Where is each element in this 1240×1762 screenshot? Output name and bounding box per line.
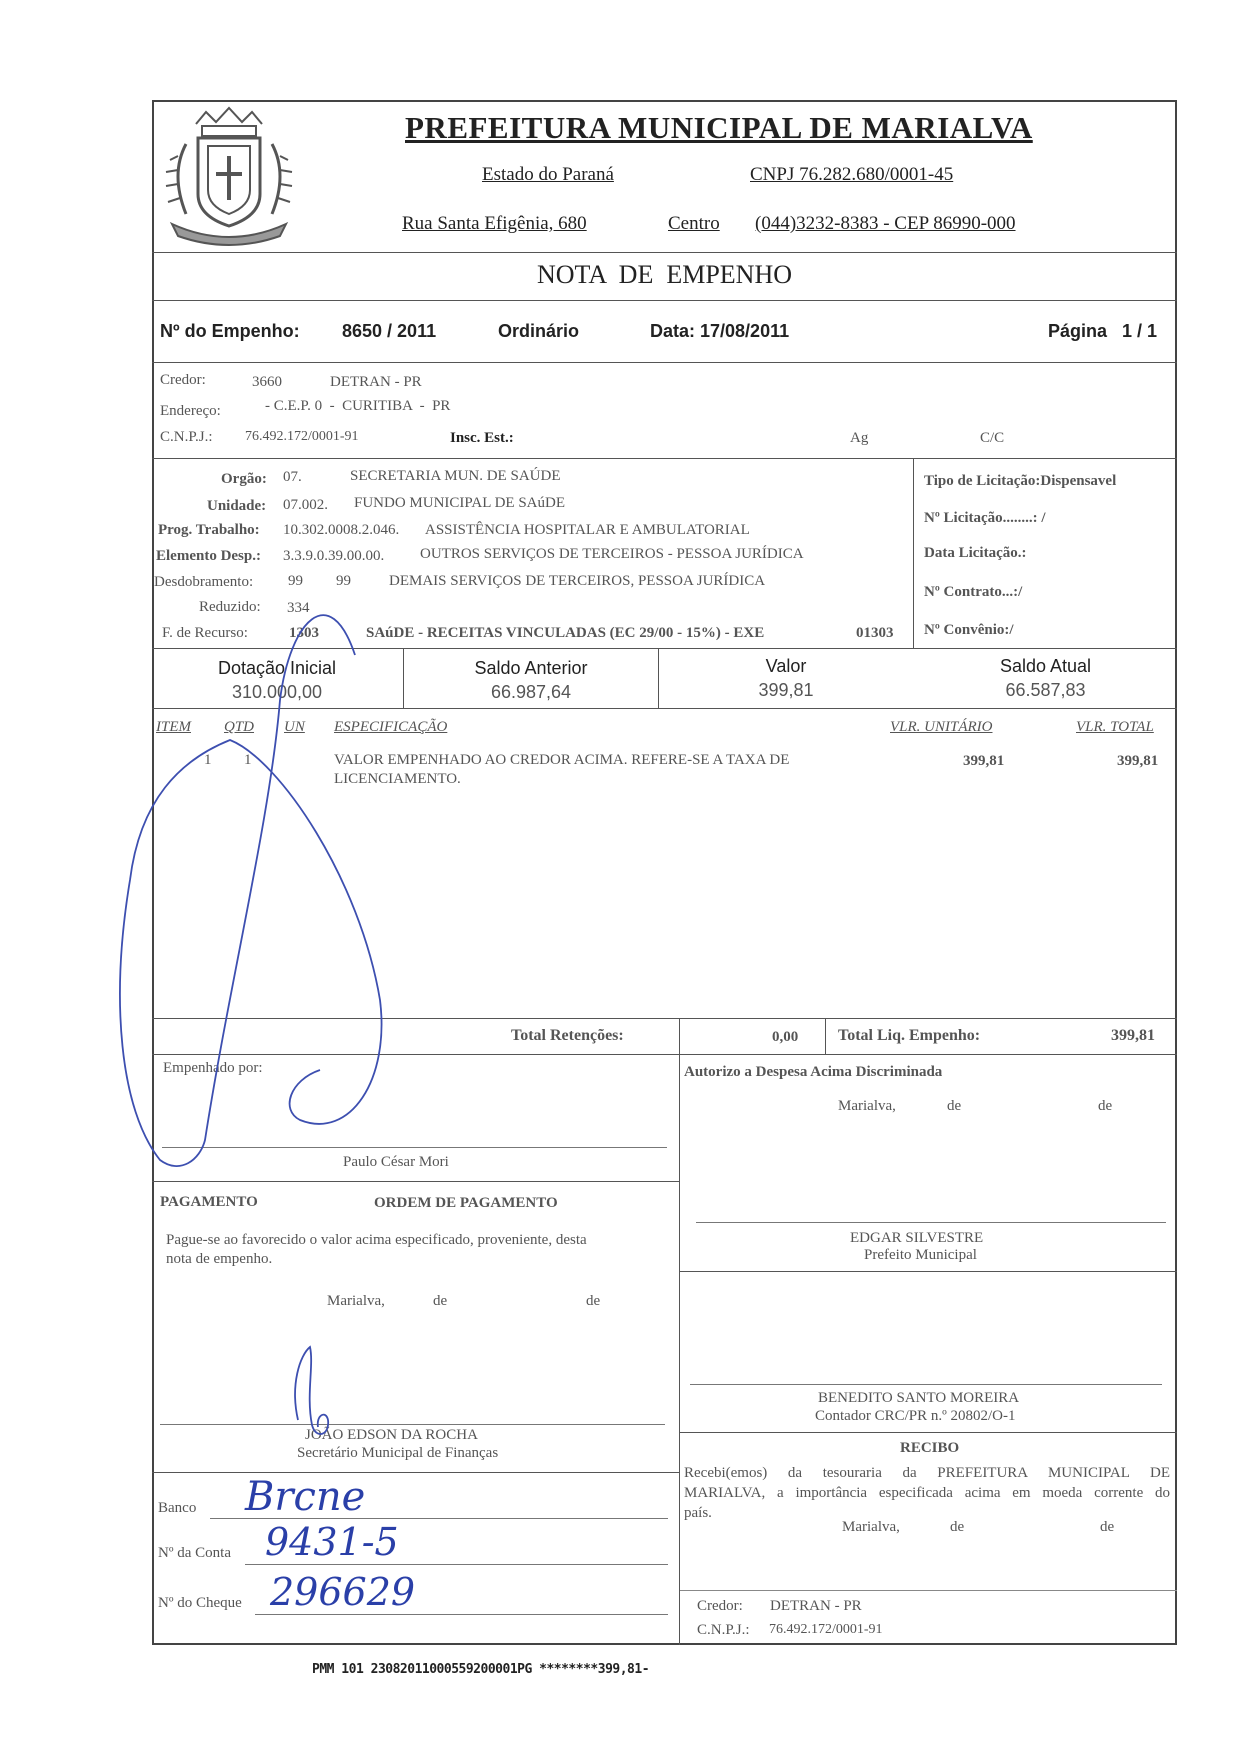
recibo-text-2: MARIALVA, a importância especificada acima em moeda corrente do	[684, 1485, 1170, 1501]
orgao-name: SECRETARIA MUN. DE SAÚDE	[350, 468, 561, 484]
credor-cnpj-label: C.N.P.J.:	[160, 429, 213, 445]
recibo-label: RECIBO	[900, 1440, 960, 1456]
contador-name: BENEDITO SANTO MOREIRA	[818, 1390, 1020, 1406]
recibo-credor-label: Credor:	[697, 1598, 743, 1614]
elemento-name: OUTROS SERVIÇOS DE TERCEIROS - PESSOA JURÍDICA	[420, 546, 804, 562]
street-address: Rua Santa Efigênia, 680	[402, 213, 587, 234]
autorizo-label: Autorizo a Despesa Acima Discriminada	[684, 1064, 943, 1080]
dotacao-inicial-label: Dotação Inicial	[217, 658, 337, 678]
recibo-text-3: país.	[684, 1505, 712, 1521]
item-qtd: 1	[244, 752, 252, 768]
autorizo-place: Marialva,	[838, 1098, 896, 1114]
recibo-cnpj-label: C.N.P.J.:	[697, 1622, 750, 1638]
banco-value: Brcne	[245, 1474, 366, 1520]
empenho-label: Nº do Empenho:	[160, 321, 300, 341]
fonte-name: SAúDE - RECEITAS VINCULADAS (EC 29/00 - 15%) - EXE	[366, 625, 765, 641]
banco-label: Banco	[158, 1500, 197, 1516]
licitacao-tipo: Tipo de Licitação:Dispensavel	[924, 473, 1117, 489]
contador-role: Contador CRC/PR n.º 20802/O-1	[815, 1408, 1016, 1424]
saldo-atual-value: 66.587,83	[1005, 680, 1086, 700]
item-total-value: 399,81	[1117, 753, 1159, 769]
saldo-anterior-label: Saldo Anterior	[474, 658, 588, 678]
autorizo-de-1: de	[947, 1098, 962, 1114]
secretario-role: Secretário Municipal de Finanças	[297, 1445, 499, 1461]
total-liq-label: Total Liq. Empenho:	[838, 1027, 981, 1044]
col-especificacao: ESPECIFICAÇÃO	[334, 719, 448, 735]
municipality-title: PREFEITURA MUNICIPAL DE MARIALVA	[405, 110, 1033, 145]
cc-label: C/C	[980, 430, 1005, 446]
item-unit-value: 399,81	[963, 753, 1005, 769]
recibo-de-2: de	[1100, 1519, 1115, 1535]
desdobramento-code-2: 99	[336, 573, 351, 589]
empenho-number: 8650 / 2011	[342, 321, 437, 341]
pagamento-text-2: nota de empenho.	[166, 1251, 273, 1267]
total-retencoes-value: 0,00	[772, 1029, 799, 1045]
secretario-name: JOÃO EDSON DA ROCHA	[305, 1427, 478, 1443]
prog-label: Prog. Trabalho:	[158, 522, 260, 538]
licitacao-data: Data Licitação.:	[924, 545, 1027, 561]
ordem-pagamento-label: ORDEM DE PAGAMENTO	[374, 1195, 558, 1211]
desdobramento-label: Desdobramento:	[154, 574, 254, 590]
document-title: NOTA DE EMPENHO	[536, 260, 793, 289]
unidade-name: FUNDO MUNICIPAL DE SAúDE	[354, 495, 565, 511]
reduzido-value: 334	[287, 600, 310, 616]
valor-label: Valor	[765, 656, 807, 676]
recibo-place: Marialva,	[842, 1519, 900, 1535]
empenho-date: Data: 17/08/2011	[650, 321, 790, 341]
item-spec-line-2: LICENCIAMENTO.	[334, 771, 461, 787]
col-un: UN	[284, 719, 305, 735]
prefeito-name: EDGAR SILVESTRE	[850, 1230, 984, 1246]
licitacao-numero: Nº Licitação........: /	[924, 510, 1046, 526]
signature-secretario	[280, 1335, 360, 1445]
saldo-anterior-value: 66.987,64	[490, 682, 572, 702]
credor-address: - C.E.P. 0 - CURITIBA - PR	[265, 398, 451, 414]
cheque-value: 296629	[270, 1570, 416, 1614]
empenhado-por-label: Empenhado por:	[163, 1060, 263, 1076]
phone-cep: (044)3232-8383 - CEP 86990-000	[755, 213, 1016, 234]
desdobramento-name: DEMAIS SERVIÇOS DE TERCEIROS, PESSOA JURÍDICA	[389, 573, 766, 589]
cheque-label: Nº do Cheque	[158, 1595, 242, 1611]
recibo-de-1: de	[950, 1519, 965, 1535]
convenio-number: Nº Convênio:/	[924, 622, 1014, 638]
pagamento-text-1: Pague-se ao favorecido o valor acima especificado, proveniente, desta	[166, 1232, 587, 1248]
desdobramento-code-1: 99	[288, 573, 303, 589]
unidade-label: Unidade:	[207, 498, 267, 514]
prog-name: ASSISTÊNCIA HOSPITALAR E AMBULATORIAL	[425, 522, 750, 538]
recibo-text-1: Recebi(emos) da tesouraria da PREFEITURA MUNICIPAL DE	[684, 1465, 1170, 1481]
empenhado-por-name: Paulo César Mori	[343, 1154, 449, 1170]
pagamento-place: Marialva,	[327, 1293, 385, 1309]
page-number: Página 1 / 1	[1048, 321, 1158, 341]
pagamento-label: PAGAMENTO	[160, 1194, 258, 1210]
dotacao-inicial-value: 310.000,00	[231, 682, 323, 702]
insc-est-label: Insc. Est.:	[450, 430, 514, 446]
municipality-cnpj: CNPJ 76.282.680/0001-45	[750, 164, 954, 185]
state-name: Estado do Paraná	[482, 164, 614, 185]
pagamento-de-2: de	[586, 1293, 601, 1309]
orgao-label: Orgão:	[221, 471, 267, 487]
pagamento-de-1: de	[433, 1293, 448, 1309]
conta-label: Nº da Conta	[158, 1545, 231, 1561]
ag-label: Ag	[850, 430, 869, 446]
prefeito-role: Prefeito Municipal	[864, 1247, 977, 1263]
credor-cnpj: 76.492.172/0001-91	[245, 429, 359, 444]
total-liq-value: 399,81	[1111, 1027, 1155, 1044]
unidade-code: 07.002.	[283, 497, 328, 513]
credor-label: Credor:	[160, 372, 206, 388]
credor-code: 3660	[252, 374, 282, 390]
credor-name: DETRAN - PR	[330, 374, 422, 390]
recibo-cnpj: 76.492.172/0001-91	[769, 1622, 883, 1637]
footer-code: PMM 101 23082011000559200001PG ********399,81-	[312, 1662, 650, 1677]
total-retencoes-label: Total Retenções:	[511, 1027, 624, 1044]
col-vlr-unitario: VLR. UNITÁRIO	[890, 719, 993, 735]
fonte-code: 1303	[289, 625, 319, 641]
elemento-label: Elemento Desp.:	[156, 548, 261, 564]
col-item: ITEM	[156, 719, 191, 735]
valor-value: 399,81	[758, 680, 814, 700]
col-qtd: QTD	[224, 719, 255, 735]
saldo-atual-label: Saldo Atual	[999, 656, 1092, 676]
autorizo-de-2: de	[1098, 1098, 1113, 1114]
orgao-code: 07.	[283, 469, 302, 485]
district: Centro	[668, 213, 720, 234]
item-spec-line-1: VALOR EMPENHADO AO CREDOR ACIMA. REFERE-SE A TAXA DE	[334, 752, 790, 768]
prog-code: 10.302.0008.2.046.	[283, 522, 400, 538]
col-vlr-total: VLR. TOTAL	[1076, 719, 1154, 735]
reduzido-label: Reduzido:	[199, 599, 261, 615]
fonte-number: 01303	[856, 625, 894, 641]
empenho-type: Ordinário	[498, 321, 580, 341]
credor-address-label: Endereço:	[160, 403, 221, 419]
item-number: 1	[204, 752, 212, 768]
conta-value: 9431-5	[265, 1520, 399, 1564]
fonte-label: F. de Recurso:	[162, 625, 248, 641]
contrato-number: Nº Contrato...:/	[924, 584, 1023, 600]
recibo-credor-name: DETRAN - PR	[770, 1598, 862, 1614]
elemento-code: 3.3.9.0.39.00.00.	[283, 548, 385, 564]
